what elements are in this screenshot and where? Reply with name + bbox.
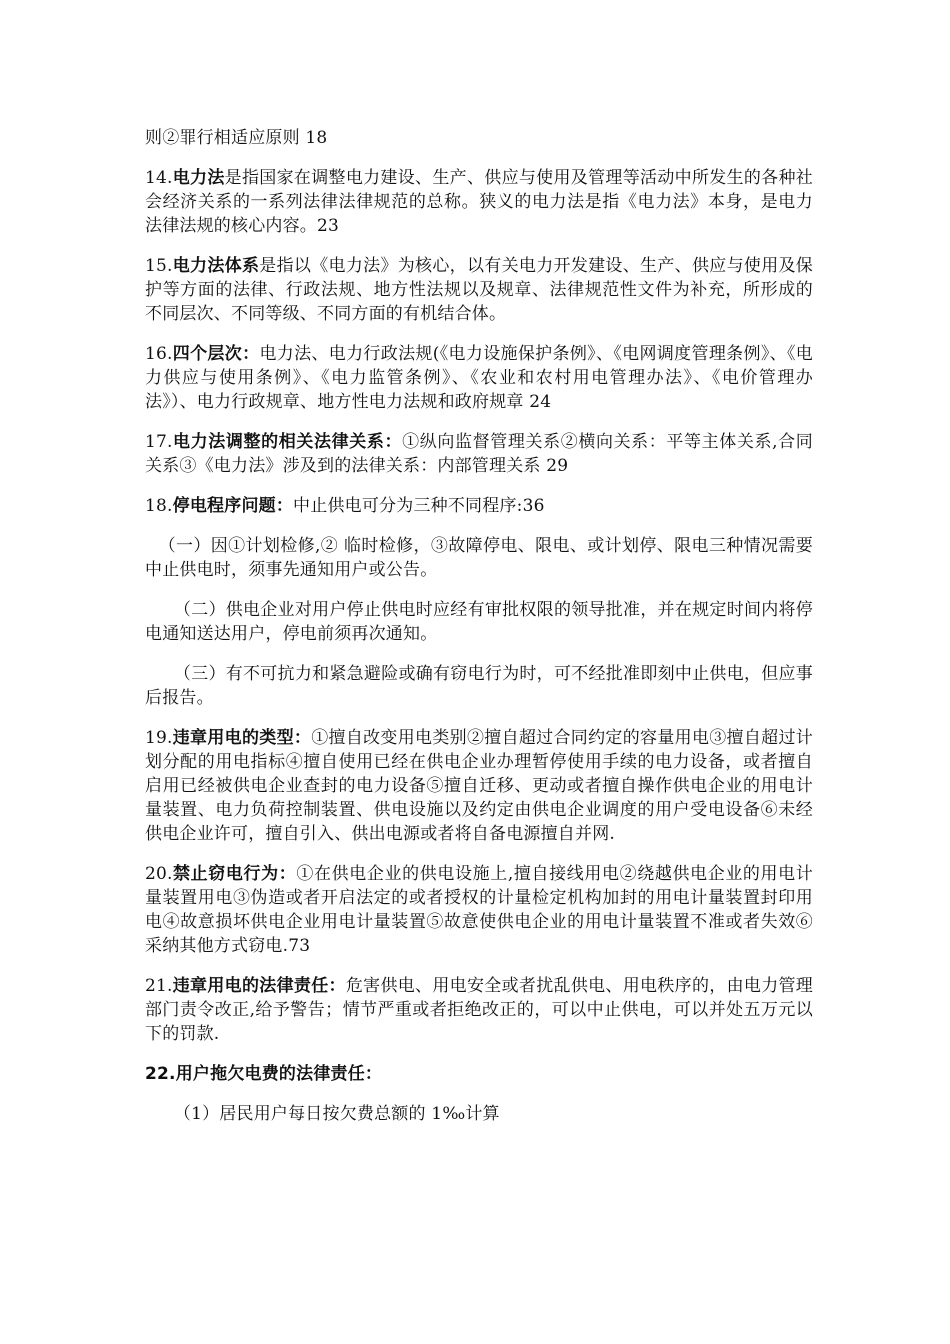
paragraph-text: 中止供电可分为三种不同程序:36 bbox=[293, 496, 545, 516]
paragraph-22 bbox=[145, 1062, 813, 1086]
paragraph-text: 电力法、电力行政法规(《电力设施保护条例》、《电网调度管理条例》、《电力供应与使用条例》、《电力监管条例》、《农业和农村用电管理办法》、《电价管理办法》）、电力行政规章、地方性电力法规和政府规章 24 bbox=[145, 344, 814, 412]
paragraph-14 bbox=[145, 166, 813, 238]
term-heading: 违章用电的法律责任： bbox=[172, 976, 346, 996]
paragraph-text: （三）有不可抗力和紧急避险或确有窃电行为时，可不经批准即刻中止供电，但应事后报告。 bbox=[145, 664, 813, 708]
sub-item-1 bbox=[145, 534, 813, 582]
item-number: 17. bbox=[145, 432, 173, 452]
paragraph-text: 是指以《电力法》为核心，以有关电力开发建设、生产、供应与使用及保护等方面的法律、行政法规、地方性法规以及规章、法律规范性文件为补充，所形成的不同层次、不同等级、不同方面的有机结合体。 bbox=[145, 256, 814, 324]
paragraph-text: 则②罪行相适应原则 18 bbox=[145, 128, 328, 148]
paragraph-19 bbox=[145, 726, 813, 846]
paragraph-text: ①在供电企业的供电设施上,擅自接线用电②绕越供电企业的用电计量装置用电③伪造或者开启法定的或者授权的计量检定机构加封的用电计量装置封印用电④故意损坏供电企业用电计量装置⑤故意使供电企业的用电计量装置不准或者失效⑥采纳其他方式窃电.73 bbox=[145, 864, 813, 956]
sub-item-22-1 bbox=[145, 1102, 813, 1126]
paragraph-text: 是指国家在调整电力建设、生产、供应与使用及管理等活动中所发生的各种社会经济关系的一系列法律法律规范的总称。狭义的电力法是指《电力法》本身，是电力法律法规的核心内容。23 bbox=[145, 168, 813, 236]
item-number: 15. bbox=[145, 256, 173, 276]
paragraph-continued bbox=[145, 126, 813, 150]
paragraph-18 bbox=[145, 494, 813, 518]
paragraph-text: （二）供电企业对用户停止供电时应经有审批权限的领导批准，并在规定时间内将停电通知送达用户，停电前须再次通知。 bbox=[145, 600, 813, 644]
document-page bbox=[145, 126, 813, 1142]
term-heading: 电力法调整的相关法律关系： bbox=[172, 432, 403, 452]
item-number: 18. bbox=[145, 496, 173, 516]
paragraph-16 bbox=[145, 342, 813, 414]
sub-item-2 bbox=[145, 598, 813, 646]
item-number: 19. bbox=[145, 728, 173, 748]
paragraph-text: 危害供电、用电安全或者扰乱供电、用电秩序的，由电力管理部门责令改正,给予警告；情节严重或者拒绝改正的，可以中止供电，可以并处五万元以下的罚款. bbox=[145, 976, 814, 1044]
paragraph-15 bbox=[145, 254, 813, 326]
item-number: 22. bbox=[145, 1064, 176, 1084]
term-heading: 四个层次： bbox=[172, 344, 260, 364]
item-number: 14. bbox=[145, 168, 173, 188]
term-heading: 电力法体系 bbox=[172, 256, 260, 276]
paragraph-text: （一）因①计划检修,② 临时检修，③故障停电、限电、或计划停、限电三种情况需要中止供电时，须事先通知用户或公告。 bbox=[145, 536, 813, 580]
sub-item-3 bbox=[145, 662, 813, 710]
item-number: 20. bbox=[145, 864, 173, 884]
item-number: 21. bbox=[145, 976, 173, 996]
paragraph-text: ①擅自改变用电类别②擅自超过合同约定的容量用电③擅自超过计划分配的用电指标④擅自使用已经在供电企业办理暂停使用手续的电力设备，或者擅自启用已经被供电企业查封的电力设备⑤擅自迁移、更动或者擅自操作供电企业的用电计量装置、电力负荷控制装置、供电设施以及约定由供电企业调度的用户受电设备⑥未经供电企业许可，擅自引入、供出电源或者将自备电源擅自并网. bbox=[145, 728, 813, 844]
paragraph-text: （1）居民用户每日按欠费总额的 1‰计算 bbox=[173, 1104, 500, 1124]
paragraph-text: ①纵向监督管理关系②横向关系：平等主体关系,合同关系③《电力法》涉及到的法律关系：内部管理关系 29 bbox=[145, 432, 813, 476]
item-number: 16. bbox=[145, 344, 173, 364]
term-heading: 违章用电的类型： bbox=[172, 728, 312, 748]
paragraph-17 bbox=[145, 430, 813, 478]
paragraph-20 bbox=[145, 862, 813, 958]
paragraph-21 bbox=[145, 974, 813, 1046]
term-heading: 禁止窃电行为： bbox=[172, 864, 297, 884]
term-heading: 用户拖欠电费的法律责任： bbox=[175, 1064, 383, 1084]
term-heading: 停电程序问题： bbox=[172, 496, 294, 516]
term-heading: 电力法 bbox=[172, 168, 225, 188]
